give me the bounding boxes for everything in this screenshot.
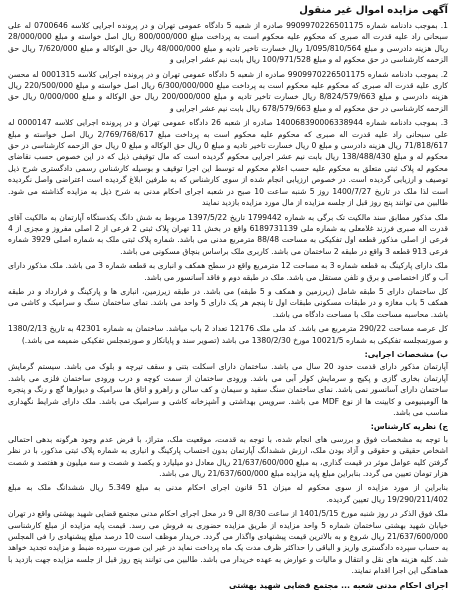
paragraph-1: 1. بموجب دادنامه شماره 9909970226501175 صادره از شعبه 5 دادگاه عمومی تهران و در پرونده اجرایی کلاسه 0700646 له علی سبحانی راد علیه قدرت اله صبری که محکوم علیه محکوم است به پرداخت مبلغ 800/000/000 ریال اصل خواسته و مبلغ 28/000/000 ریال هزینه دادرسی و مبلغ 1/095/810/564 ریال خسارت تاخیر تادیه و مبلغ 48/000/000 ریال حق الوکاله و مبلغ 7/620/000 ریال حق الزحمه کارشناسی در حق محکوم له و مبلغ 100/971/528 ریال بابت نیم عشر اجرایی و — [8, 21, 448, 65]
section-c-text: با توجه به مشخصات فوق و بررسی های انجام شده، با توجه به قدمت، موقعیت ملک، متراژ، با فرض عدم وجود هرگونه بدهی احتمالی اشخاص حقیقی و حقوقی و آزاد بودن ملک، ارزش ششدانگ آپارتمان بدون احتساب پارکینگ و انباری به شماره پلاک ثبتی مذکور، با در نظر گرفتن کلیه عوامل موثر در قیمت گذاری، به مبلغ 21/637/600/000 ریال معادل دو میلیارد و یکصد و شصت و سه میلیون و هفتصد و شصت هزار تومان تعیین می گردد. بنابراین مبلغ پایه مزایده مبلغ 21/637/600/000 ریال می باشد. — [8, 434, 448, 479]
section-b-heading: ب) مشخصات اجرایی: — [364, 349, 448, 359]
section-b-text: آپارتمان مذکور دارای قدمت حدود 20 سال می باشد. ساختمان دارای اسکلت بتنی و سقف تیرچه و بلوک می باشد. سیستم گرمایش آپارتمان بخاری گازی و پکیج و سرمایش کولر آبی می باشد. ورودی ساختمان از سمت کوچه و درب ورودی ساختمان فلزی می باشد. ساختمان دارای آسانسور نمی باشد. نمای ساختمان سنگ سفید و سیمان و کف سالن و راهرو و اتاق ها سرامیک و دیوارها گچ و رنگ و پنجره ها آلومینیومی و کابینت ها از نوع MDF می باشد. سرویس بهداشتی و آشپزخانه کاشی و سرامیک می باشد. ملک دارای شرایط نگهداری مناسب می باشد. — [8, 362, 448, 417]
section-c-heading: ج) نظریه کارشناس: — [370, 422, 448, 432]
paragraph-land-area: کل عرصه مساحت 290/22 مترمربع می باشد. کد ملی ملک 12176 تعداد 2 باب میاشد. ساختمان به شماره 42301 به تاریخ 1380/2/13 و صورتمجلسه تفکیکی به شماره 10021/5 مورخ 1380/2/30 می باشد (تصویر سند و پایانکار و صورتمجلس تفکیکی ضمیمه می باشد.) — [8, 324, 448, 345]
paragraph-property-description: ملک مذکور مطابق سند مالکیت تک برگی به شماره 1799442 تاریخ 1397/5/22 مربوط به شش دانگ یکدستگاه آپارتمان به مالکیت آقای قدرت اله صبری فرزند غلامعلی به شماره ملی 6189731139 واقع در بخش 11 تهران پلاک ثبتی 2 فرعی از 2 اصلی مفروز و مجزی از 4 فرعی از اصلی مذکور قطعه اول تفکیکی به مساحت 88/48 مترمربع مدنی می باشد. شماره پلاک ثبتی ملک به شماره اصلی 3929 شماره فرعی 913 قطعه 3 واقع در طبقه 2 ساختمان می باشد. کاربری ملک براساس بنچاق مسکونی می باشد. — [8, 212, 448, 256]
paragraph-parking: ملک دارای پارکینگ به قطعه شماره 3 به مساحت 12 مترمربع واقع در سطح همکف و انباری به قطعه شماره 3 می باشد. ملک مذکور دارای آب و گاز اختصاصی و برق و تلفن مستقل می باشد. ملک در طبقه دوم و فاقد آسانسور می باشد. — [8, 261, 448, 282]
paragraph-3: 3. بموجب دادنامه شماره 140068390006338944 صادره از شعبه 26 دادگاه عمومی تهران و در پرونده اجرایی کلاسه 0000147 له علی سبحانی راد علیه قدرت اله صبری که محکوم علیه محکوم است به پرداخت مبلغ 2/769/768/617 ریال اصل خواسته و مبلغ 71/818/617 ریال هزینه دادرسی و مبلغ 0 ریال خسارت تاخیر تادیه و مبلغ 0 ریال حق الوکاله و مبلغ 0 ریال حق الزحمه کارشناسی در حق محکوم له و مبلغ 138/488/430 ریال بابت نیم عشر اجرایی محکوم گردیده است که مال توقیفی ذیل که در این خصوص حسب نقاضای محکوم له پلاک ثبتی متعلق به محکوم علیه حسب اعلام محکوم له توسط این اجرا توقیف و بوسیله کارشناس رسمی دادگستری شرح ذیل توصیف و ارزیابی گردیده است. در خصوص ارزیابی انجام شده از سوی کارشناس که به طرفین ابلاغ گردیده است اعتراضی واصل نگردیده است لذا ملک در تاریخ 1400/7/27 روز 5 شنبه ساعت 10 صبح در شعبه اجرای احکام مدنی به شرح ذیل به مزایده گذاشته می شود. طالبین می توانند پنج روز قبل از جلسه مزایده از مال مورد مزایده بازدید نمایند — [8, 118, 448, 208]
section-c-text-2: بنابراین از مورد مزایده از سوی محکوم له میزان 51 قانون اجرای احکام مدنی به مبلغ 5.349 ریال ششدانگ ملک به مبلغ 19/290/211/402 ریال تعیین گردیده. — [8, 483, 448, 504]
document-title: آگهی مزایده اموال غیر منقول — [299, 5, 448, 16]
auction-terms-paragraph: ملک فوق الذکر در روز شنبه مورخ 1401/5/15 از ساعت 8/30 الی 9 در محل اجرای احکام مدنی مجتمع قضایی شهید بهشتی واقع در تهران خیابان شهید بهشتی ساختمان شماره 5 واحد مزایده از طریق مزایده حضوری به فروش می رسد. قیمت پایه مزایده از مبلغ کارشناسی 21/637/600/000 ریال شروع و به بالاترین قیمت پیشنهادی واگذار می گردد. خریدار موظف است 10 درصد مبلغ پیشنهادی را فی المجلس به حساب سپرده دادگستری واریز و الباقی را حداکثر ظرف مدت یک ماه پرداخت نماید در غیر این صورت سپرده ضبط و مزایده تجدید خواهد شد. کلیه هزینه های نقل و انتقال و مالیات و عوارض به عهده خریدار می باشد. طالبین می توانند پنج روز قبل از جلسه مزایده جهت بازدید با هماهنگی این اجرا اقدام نمایند. — [8, 509, 448, 576]
paragraph-building: کل ساختمان دارای 5 طبقه شامل (زیرزمین و همکف و 5 طبقه) می باشد. در طبقه زیرزمین، انباری ها و پارکینگ و فرارداد و در طبقه همکف 5 باب مغازه و در طبقات مسکونی طبقات اول تا پنجم هر یک دارای 5 واحد می باشد. نمای ساختمان سنگ و سرامیک و کاشی می باشد. محاسبه مساحت ملک با مساحت دادگاه می باشد. — [8, 286, 448, 319]
document-page — [8, 4, 449, 590]
signature-line: اجرای احکام مدنی شعبه ... مجتمع قضایی شهید بهشتی — [228, 580, 448, 590]
paragraph-2: 2. بموجب دادنامه شماره 9909970226501175 صادره از شعبه 5 دادگاه عمومی تهران و در پرونده اجرایی کلاسه 0001315 له محسن کاری علیه قدرت اله صبری که محکوم علیه محکوم است به پرداخت مبلغ 6/300/000/000 ریال اصل خواسته و مبلغ 220/500/000 ریال هزینه دادرسی و مبلغ 8/824/579/663 ریال خسارت تاخیر تادیه و مبلغ 200/000/000 ریال حق الوکاله و مبلغ 0/000/000 ریال حق الزحمه کارشناسی در حق محکوم له و مبلغ 678/579/663 ریال بابت نیم عشر اجرایی و — [8, 69, 449, 113]
